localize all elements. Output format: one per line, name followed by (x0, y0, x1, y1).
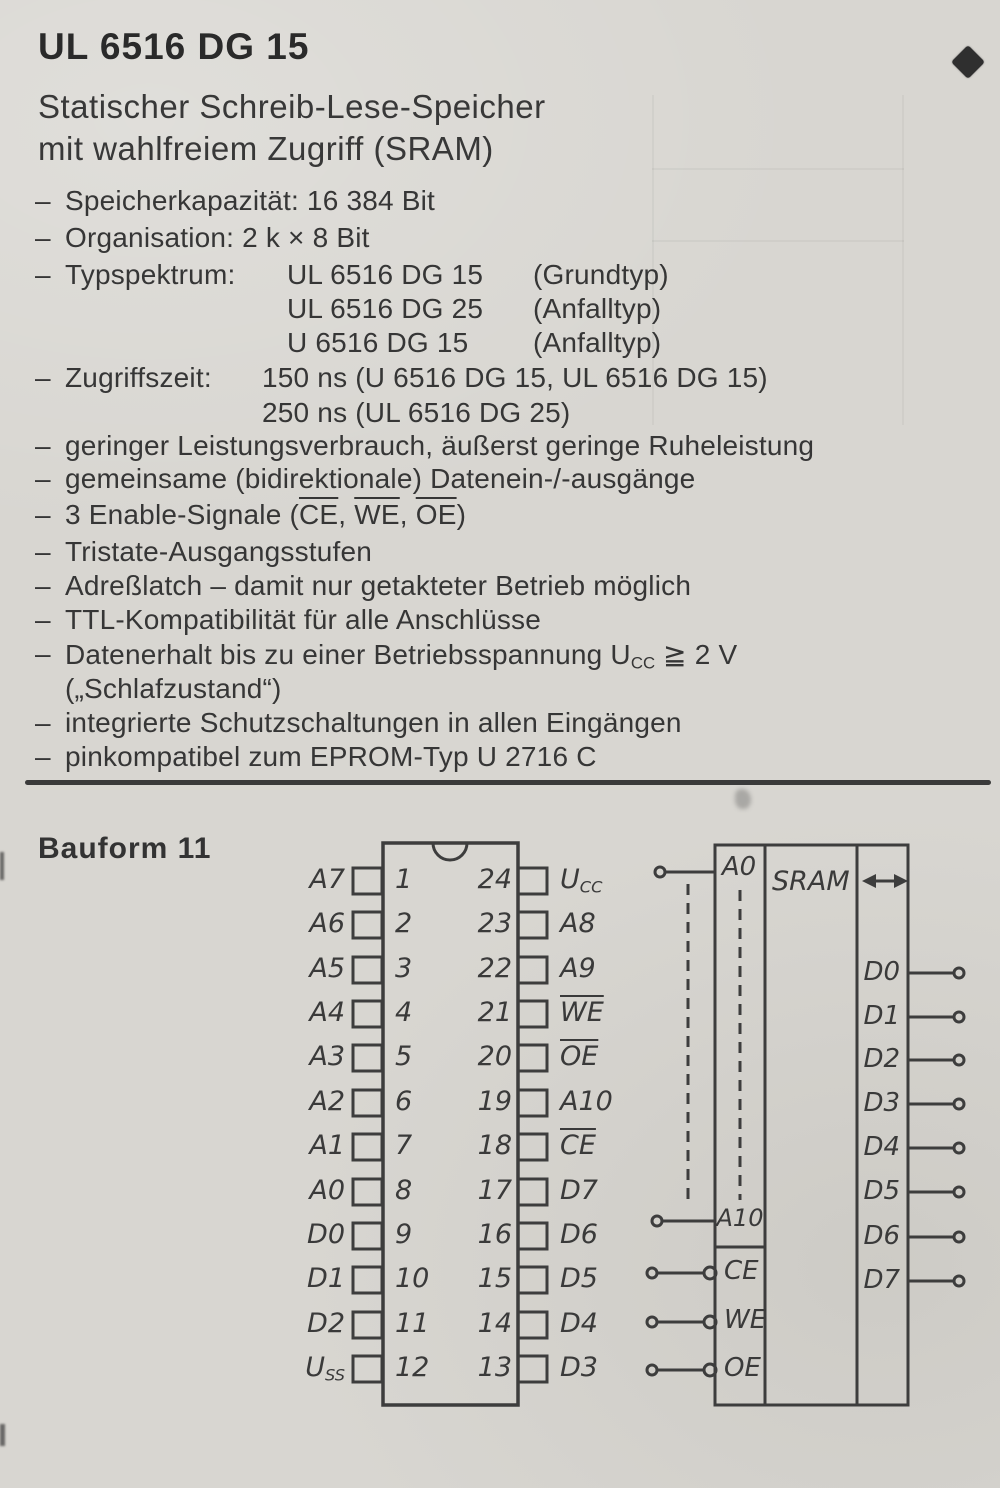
feature-text: TTL-Kompatibilität für alle Anschlüsse (65, 604, 542, 635)
pin-number: 20 (477, 1041, 512, 1072)
block-data-line: D0 (863, 957, 900, 987)
pin-label: D5 (560, 1263, 598, 1294)
type-name: U 6516 DG 15 (287, 327, 469, 358)
separator: , (399, 499, 416, 530)
feature-line (0, 638, 1000, 672)
retention-value: ≧ 2 V (655, 639, 738, 670)
bullet: – (35, 604, 51, 635)
pin1-notch (433, 843, 467, 860)
pin-label: D6 (560, 1219, 598, 1250)
bullet: – (35, 707, 51, 738)
pin-label: D7 (560, 1175, 598, 1206)
feature-text: Organisation: 2 k × 8 Bit (65, 222, 370, 253)
feature-text (65, 638, 737, 674)
feature-text: integrierte Schutzschaltungen in allen Eingängen (65, 707, 682, 738)
pin-label: D0 (307, 1219, 345, 1250)
bullet: – (35, 536, 51, 567)
type-name: UL 6516 DG 15 (287, 259, 484, 290)
enable-prefix: 3 Enable-Signale ( (65, 499, 299, 530)
pin-number: 15 (477, 1263, 512, 1294)
pin-number: 17 (477, 1175, 512, 1206)
block-data-line: D2 (863, 1044, 900, 1074)
feature-line (0, 536, 1000, 570)
dip-pin-row (240, 908, 670, 942)
pin-label: A2 (309, 1086, 345, 1117)
pin-label: A10 (560, 1086, 613, 1117)
pin-number: 4 (395, 997, 413, 1028)
pin-number: 11 (395, 1308, 430, 1339)
feature-text: Adreßlatch – damit nur getakteter Betrieb möglich (65, 570, 692, 601)
dip-pin-row (240, 1086, 670, 1120)
dip-pin-row (240, 1130, 670, 1164)
feature-label: Zugriffszeit: (65, 362, 212, 393)
feature-line (0, 499, 1000, 533)
pin-number: 2 (395, 908, 413, 939)
type-variant: (Grundtyp) (533, 259, 669, 290)
dip-pin-row (240, 1219, 670, 1253)
feature-line (0, 741, 1000, 775)
bullet: – (35, 259, 51, 290)
feature-text: Speicherkapazität: 16 384 Bit (65, 185, 436, 216)
type-name: UL 6516 DG 25 (287, 293, 484, 324)
feature-line (0, 362, 1000, 396)
signal-oe: $\overline{OE}$ (415, 499, 457, 530)
feature-continuation: („Schlafzustand“) (65, 673, 282, 704)
type-variant: (Anfalltyp) (533, 327, 662, 358)
pin-number: 10 (395, 1263, 430, 1294)
signal-we: $\overline{WE}$ (354, 499, 400, 530)
pin-number: 24 (477, 864, 512, 895)
feature-line (0, 570, 1000, 604)
dip-pin-row (240, 864, 670, 898)
block-data-line: D6 (863, 1221, 900, 1251)
pin-number: 18 (477, 1130, 512, 1161)
pin-number: 14 (477, 1308, 512, 1339)
bullet: – (35, 499, 51, 530)
bullet: – (35, 430, 51, 461)
pin-label: A5 (309, 953, 345, 984)
feature-line (0, 222, 1000, 256)
ucc-subscript: CC (630, 653, 656, 673)
pin-number: 5 (395, 1041, 413, 1072)
pin-label: $\overline{OE}$ (560, 1041, 599, 1072)
feature-line (0, 185, 1000, 219)
pin-label: D2 (307, 1308, 345, 1339)
block-data-line: D4 (863, 1132, 900, 1162)
dip-pin-row (240, 1041, 670, 1075)
feature-text: geringer Leistungsverbrauch, äußerst geringe Ruheleistung (65, 430, 815, 461)
pin-label: A4 (309, 997, 345, 1028)
feature-line (0, 293, 1000, 327)
feature-line (0, 673, 1000, 707)
feature-text: gemeinsame (bidirektionale) Datenein-/-ausgänge (65, 463, 696, 494)
dip-pin-row (240, 953, 670, 987)
pin-number: 16 (477, 1219, 512, 1250)
pin-label: A0 (309, 1175, 345, 1206)
bleedthrough-artifact (652, 168, 904, 170)
pin-label: D1 (307, 1263, 345, 1294)
pin-label: D3 (560, 1352, 598, 1383)
pin-label: A9 (560, 953, 596, 984)
bullet: – (35, 222, 51, 253)
type-variant: (Anfalltyp) (533, 293, 662, 324)
bauform-heading: Bauform 11 (38, 832, 212, 865)
pin-number: 1 (395, 864, 413, 895)
bullet: – (35, 638, 51, 669)
block-title: SRAM (772, 866, 850, 897)
feature-line (0, 327, 1000, 361)
block-data-line: D5 (863, 1176, 900, 1206)
retention-text: Datenerhalt bis zu einer Betriebsspannung U (65, 639, 631, 670)
pin-number: 21 (477, 997, 512, 1028)
section-divider (25, 780, 991, 785)
pin-number: 23 (477, 908, 512, 939)
diamond-icon (951, 45, 985, 79)
feature-line (0, 707, 1000, 741)
feature-line (0, 397, 1000, 431)
bullet: – (35, 185, 51, 216)
pin-number: 13 (477, 1352, 512, 1383)
pin-label: D4 (560, 1308, 598, 1339)
bullet: – (35, 570, 51, 601)
block-control-we: WE (724, 1305, 767, 1335)
page-title: UL 6516 DG 15 (38, 26, 310, 67)
access-time: 250 ns (UL 6516 DG 25) (262, 397, 571, 428)
feature-line (0, 463, 1000, 497)
pin-label: A3 (309, 1041, 345, 1072)
bullet: – (35, 362, 51, 393)
pin-number: 6 (395, 1086, 413, 1117)
scan-edge-mark (0, 852, 4, 880)
pin-label: A8 (560, 908, 596, 939)
feature-label: Typspektrum: (65, 259, 236, 290)
pin-label: $U_{CC}$ (560, 864, 603, 897)
feature-line (0, 604, 1000, 638)
pin-label: A7 (309, 864, 345, 895)
block-address-top: A0 (721, 852, 757, 882)
pin-label: $U_{SS}$ (305, 1352, 345, 1385)
block-control-oe: OE (724, 1353, 761, 1383)
dip-pin-row (240, 1263, 670, 1297)
bullet: – (35, 463, 51, 494)
block-data-line: D3 (863, 1088, 900, 1118)
page-subtitle-line: mit wahlfreiem Zugriff (SRAM) (38, 130, 494, 167)
dip-pin-row (240, 1352, 670, 1386)
pin-number: 8 (395, 1175, 413, 1206)
pin-label: A6 (309, 908, 345, 939)
feature-text: Tristate-Ausgangsstufen (65, 536, 373, 567)
pin-label: A1 (309, 1130, 345, 1161)
block-data-line: D7 (863, 1265, 900, 1295)
dip-pin-row (240, 1175, 670, 1209)
smudge-mark (735, 789, 751, 809)
pin-number: 19 (477, 1086, 512, 1117)
feature-line (0, 259, 1000, 293)
pin-number: 9 (395, 1219, 413, 1250)
signal-ce: $\overline{CE}$ (298, 499, 339, 530)
pin-label: $\overline{WE}$ (560, 997, 604, 1028)
feature-line (0, 430, 1000, 464)
scan-edge-mark (0, 1424, 5, 1446)
pin-number: 3 (395, 953, 413, 984)
enable-suffix: ) (456, 499, 467, 530)
block-control-ce: CE (724, 1256, 759, 1286)
block-address-bottom: A10 (716, 1204, 764, 1232)
dip-pin-row (240, 997, 670, 1031)
feature-text: pinkompatibel zum EPROM-Typ U 2716 C (65, 741, 597, 772)
bullet: – (35, 741, 51, 772)
pin-number: 12 (395, 1352, 430, 1383)
pin-number: 7 (395, 1130, 413, 1161)
block-data-line: D1 (863, 1001, 900, 1031)
dip-pin-row (240, 1308, 670, 1342)
pin-number: 22 (477, 953, 512, 984)
separator: , (338, 499, 355, 530)
pin-label: $\overline{CE}$ (560, 1130, 596, 1161)
access-time: 150 ns (U 6516 DG 15, UL 6516 DG 15) (262, 362, 768, 393)
page-subtitle-line: Statischer Schreib-Lese-Speicher (38, 88, 546, 125)
feature-text (65, 499, 466, 531)
